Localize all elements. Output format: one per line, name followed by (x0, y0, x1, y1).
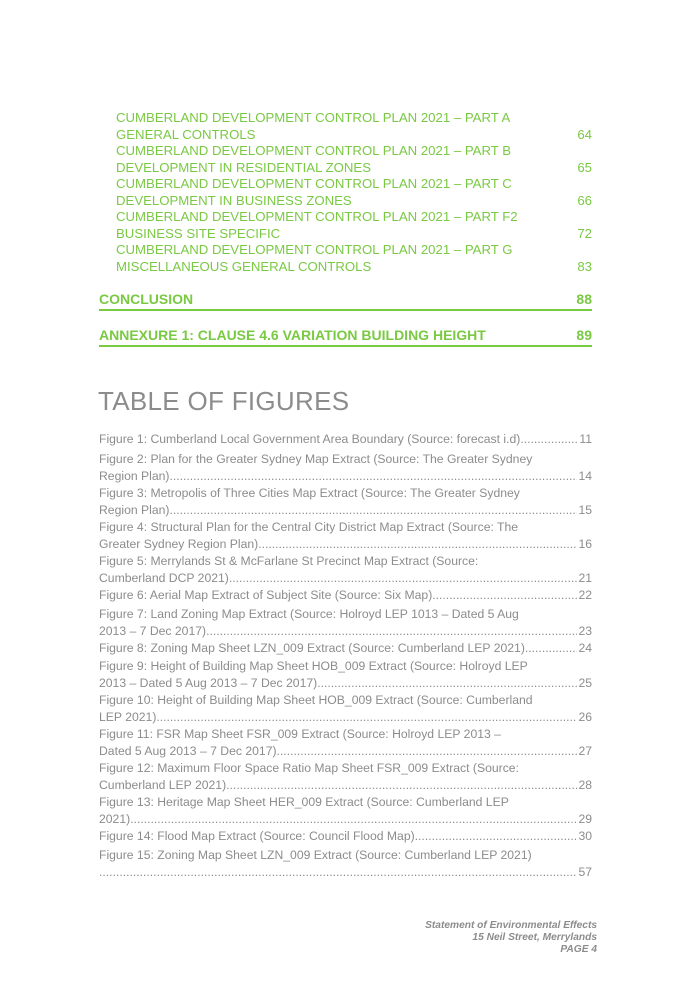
leader-dots (277, 743, 578, 760)
figure-entry[interactable] (99, 658, 592, 691)
figure-title: Figure 2: Plan for the Greater Sydney Map Extract (Source: The Greater Sydney (99, 452, 533, 466)
figure-title: 2013 – 7 Dec 2017) (99, 623, 207, 638)
figure-title: Figure 8: Zoning Map Sheet LZN_009 Extract (Source: Cumberland LEP 2021) (99, 641, 525, 655)
figure-title: Figure 3: Metropolis of Three Cities Map Extract (Source: The Greater Sydney (99, 486, 520, 500)
figure-title: Figure 13: Heritage Map Sheet HER_009 Extract (Source: Cumberland LEP (99, 795, 509, 809)
toc-subsection-title: CUMBERLAND DEVELOPMENT CONTROL PLAN 2021 – PART C (116, 176, 512, 191)
toc-subsection-title: MISCELLANEOUS GENERAL CONTROLS (116, 258, 372, 274)
toc-subsection[interactable] (116, 143, 592, 176)
leader-dots (258, 536, 577, 553)
figure-entry[interactable] (99, 606, 592, 639)
figure-entry[interactable] (99, 431, 592, 448)
toc-subsection-title: CUMBERLAND DEVELOPMENT CONTROL PLAN 2021 – PART G (116, 242, 513, 257)
figure-page-number: 21 (578, 570, 592, 585)
figure-page-number: 16 (578, 536, 592, 551)
leader-dots (415, 828, 578, 845)
figure-title: Figure 11: FSR Map Sheet FSR_009 Extract (Source: Holroyd LEP 2013 – (99, 727, 501, 741)
figure-entry[interactable] (99, 485, 592, 518)
toc-page-number: 88 (576, 291, 592, 307)
figure-page-number: 28 (578, 777, 592, 792)
figure-entry[interactable] (99, 451, 592, 484)
figure-title: Figure 6: Aerial Map Extract of Subject Site (Source: Six Map) (99, 588, 433, 602)
toc-subsection-title: CUMBERLAND DEVELOPMENT CONTROL PLAN 2021 – PART B (116, 143, 512, 158)
figure-page-number: 11 (579, 432, 592, 446)
toc-entry-conclusion[interactable] (99, 291, 592, 311)
footer-document-title: Statement of Environmental Effects (425, 920, 597, 931)
figure-page-number: 29 (578, 811, 592, 826)
figure-page-number: 27 (578, 743, 592, 758)
figure-title: Dated 5 Aug 2013 – 7 Dec 2017) (99, 743, 277, 758)
figure-entry[interactable] (99, 726, 592, 759)
toc-page-number: 65 (577, 159, 592, 175)
toc-entry-annexure[interactable] (99, 327, 592, 347)
figure-page-number: 57 (578, 864, 592, 879)
toc-subsection-title: BUSINESS SITE SPECIFIC (116, 225, 281, 241)
footer-address: 15 Neil Street, Merrylands (472, 932, 597, 943)
figure-entry[interactable] (99, 553, 592, 586)
leader-dots (169, 468, 577, 485)
toc-page-number: 64 (577, 126, 592, 142)
figure-page-number: 24 (578, 641, 592, 655)
page-footer (425, 920, 597, 956)
figure-title: Figure 15: Zoning Map Sheet LZN_009 Extract (Source: Cumberland LEP 2021) (99, 848, 532, 862)
figure-page-number: 15 (578, 502, 592, 517)
figure-entry[interactable] (99, 692, 592, 725)
leader-dots (229, 570, 578, 587)
figure-title: Figure 14: Flood Map Extract (Source: Council Flood Map) (99, 829, 415, 843)
toc-subsection[interactable] (116, 209, 592, 242)
figure-page-number: 30 (578, 829, 592, 843)
figure-title: Figure 12: Maximum Floor Space Ratio Map Sheet FSR_009 Extract (Source: (99, 761, 519, 775)
figure-entry[interactable] (99, 519, 592, 552)
leader-dots (169, 502, 577, 519)
figure-title: Figure 4: Structural Plan for the Central City District Map Extract (Source: The (99, 520, 519, 534)
figure-entry[interactable] (99, 828, 592, 845)
figure-title: Region Plan) (99, 468, 170, 483)
toc-subsection-title: DEVELOPMENT IN BUSINESS ZONES (116, 192, 352, 208)
leader-dots (99, 864, 577, 881)
figure-entry[interactable] (99, 760, 592, 793)
leader-dots (432, 587, 577, 604)
figure-title: Figure 1: Cumberland Local Government Area Boundary (Source: forecast i.d) (99, 432, 521, 446)
figure-title: 2021) (99, 811, 131, 826)
leader-dots (130, 811, 577, 828)
figure-page-number: 14 (578, 468, 592, 483)
figure-entry[interactable] (99, 847, 592, 880)
leader-dots (156, 709, 577, 726)
figure-entry[interactable] (99, 640, 592, 657)
toc-subsection-title: CUMBERLAND DEVELOPMENT CONTROL PLAN 2021 – PART A (116, 110, 511, 125)
figure-title: LEP 2021) (99, 709, 157, 724)
toc-subsection[interactable] (116, 176, 592, 209)
figure-title: Figure 9: Height of Building Map Sheet HOB_009 Extract (Source: Holroyd LEP (99, 659, 528, 673)
figure-title: Region Plan) (99, 502, 170, 517)
figure-page-number: 25 (578, 675, 592, 690)
leader-dots (226, 777, 577, 794)
toc-page-number: 83 (577, 258, 592, 274)
figure-title: Greater Sydney Region Plan) (99, 536, 259, 551)
leader-dots (206, 623, 577, 640)
footer-page-number: PAGE 4 (560, 944, 597, 955)
toc-entry-title: CONCLUSION (99, 291, 194, 307)
toc-page-number: 72 (577, 225, 592, 241)
figure-entry[interactable] (99, 587, 592, 604)
figure-page-number: 26 (578, 709, 592, 724)
figure-title: Cumberland LEP 2021) (99, 777, 227, 792)
figure-title: Figure 5: Merrylands St & McFarlane St Precinct Map Extract (Source: (99, 554, 479, 568)
toc-subsection-title: GENERAL CONTROLS (116, 126, 256, 142)
leader-dots (317, 675, 577, 692)
toc-subsection-title: CUMBERLAND DEVELOPMENT CONTROL PLAN 2021 – PART F2 (116, 209, 518, 224)
figure-page-number: 23 (578, 623, 592, 638)
figure-title: Figure 10: Height of Building Map Sheet HOB_009 Extract (Source: Cumberland (99, 693, 533, 707)
figure-title: Cumberland DCP 2021) (99, 570, 229, 585)
toc-page-number: 89 (576, 327, 592, 343)
figure-page-number: 22 (578, 588, 592, 602)
figure-title: 2013 – Dated 5 Aug 2013 – 7 Dec 2017) (99, 675, 318, 690)
leader-dots (525, 640, 578, 657)
toc-entry-title: ANNEXURE 1: CLAUSE 4.6 VARIATION BUILDING HEIGHT (99, 327, 486, 343)
figure-title: Figure 7: Land Zoning Map Extract (Source: Holroyd LEP 1013 – Dated 5 Aug (99, 607, 519, 621)
table-of-figures-heading: TABLE OF FIGURES (98, 386, 350, 416)
toc-subsection-title: DEVELOPMENT IN RESIDENTIAL ZONES (116, 159, 372, 175)
toc-subsection[interactable] (116, 242, 592, 275)
leader-dots (520, 431, 578, 448)
toc-page-number: 66 (577, 192, 592, 208)
figure-entry[interactable] (99, 794, 592, 827)
toc-subsection[interactable] (116, 110, 592, 143)
